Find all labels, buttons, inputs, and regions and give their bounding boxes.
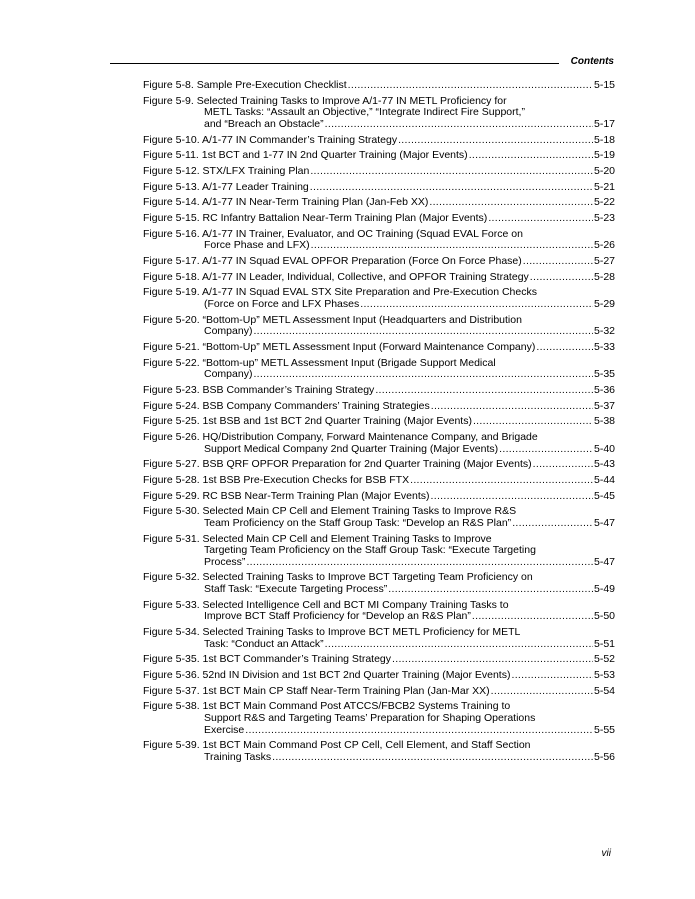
- toc-entry-page-number: 5-52: [593, 653, 615, 666]
- toc-entry[interactable]: [143, 534, 615, 569]
- dot-leader: [536, 342, 593, 354]
- toc-entry-title-line: Figure 5-15. RC Infantry Battalion Near-Term Training Plan (Major Events): [143, 212, 488, 224]
- toc-entry-title-line: Figure 5-29. RC BSB Near-Term Training Plan (Major Events): [143, 489, 430, 502]
- toc-entry-title-line: Figure 5-13. A/1-77 Leader Training: [143, 180, 309, 193]
- dot-leader: [511, 670, 593, 682]
- dot-leader: [512, 518, 593, 530]
- toc-entry-title-line: Figure 5-30. Selected Main CP Cell and Element Training Tasks to Improve R&S: [143, 505, 517, 518]
- toc-entry[interactable]: [143, 572, 615, 595]
- toc-entry[interactable]: [143, 740, 615, 763]
- toc-entry-title-line: Figure 5-38. 1st BCT Main Command Post ATCCS/FBCB2 Systems Training to: [143, 700, 511, 713]
- toc-entry-title-line: Support R&S and Targeting Teams’ Preparation for Shaping Operations: [204, 711, 536, 724]
- toc-entry-page-number: 5-33: [593, 340, 615, 353]
- toc-entry-title-line: Figure 5-17. A/1-77 IN Squad EVAL OPFOR Preparation (Force On Force Phase): [143, 254, 522, 267]
- toc-entry[interactable]: [143, 627, 615, 650]
- toc-entry-title-line: Figure 5-28. 1st BSB Pre-Execution Checks for BSB FTX: [143, 473, 410, 486]
- toc-entry-title-line: METL Tasks: “Assault an Objective,” “Integrate Indirect Fire Support,”: [204, 106, 525, 119]
- toc-entry-page-number: 5-44: [593, 473, 615, 486]
- toc-entry-page-number: 5-18: [593, 133, 615, 146]
- running-header-title: Contents: [570, 56, 614, 67]
- dot-leader: [429, 197, 593, 209]
- toc-entry-page-number: 5-36: [593, 383, 615, 396]
- toc-entry-title-line: Figure 5-26. HQ/Distribution Company, Forward Maintenance Company, and Brigade: [143, 430, 538, 443]
- dot-leader: [325, 119, 593, 131]
- toc-entry-page-number: 5-45: [593, 489, 615, 502]
- toc-entry-page-number: 5-15: [593, 79, 615, 91]
- toc-entry[interactable]: [143, 686, 615, 698]
- toc-entry-page-number: 5-26: [593, 239, 615, 252]
- toc-entry-title-line: Figure 5-32. Selected Training Tasks to Improve BCT Targeting Team Proficiency on: [143, 571, 533, 584]
- dot-leader: [533, 459, 593, 471]
- toc-entry-title-line: (Force on Force and LFX Phases: [204, 297, 360, 310]
- toc-entry-page-number: 5-22: [593, 196, 615, 209]
- page-number: vii: [601, 848, 611, 859]
- toc-entry-title-line: Figure 5-31. Selected Main CP Cell and Element Training Tasks to Improve: [143, 532, 492, 545]
- toc-entry[interactable]: [143, 135, 615, 147]
- toc-entry-page-number: 5-27: [593, 254, 615, 267]
- toc-entry[interactable]: [143, 385, 615, 397]
- toc-entry-title-line: Figure 5-24. BSB Company Commanders’ Training Strategies: [143, 399, 430, 412]
- toc-entry-page-number: 5-21: [593, 180, 615, 193]
- toc-entry[interactable]: [143, 475, 615, 487]
- dot-leader: [530, 272, 593, 284]
- toc-entry-title-line: Team Proficiency on the Staff Group Task: “Develop an R&S Plan”: [204, 516, 512, 529]
- toc-entry-title-line: Figure 5-34. Selected Training Tasks to Improve BCT METL Proficiency for METL: [143, 626, 521, 638]
- toc-entry-title-line: Figure 5-27. BSB QRF OPFOR Preparation for 2nd Quarter Training (Major Events): [143, 458, 532, 471]
- toc-entry-page-number: 5-55: [593, 723, 615, 736]
- dot-leader: [388, 584, 593, 596]
- dot-leader: [523, 256, 593, 268]
- dot-leader: [311, 240, 593, 252]
- toc-entry[interactable]: [143, 506, 615, 529]
- toc-entry-title-line: Staff Task: “Execute Targeting Process”: [204, 583, 388, 596]
- dot-leader: [469, 150, 593, 162]
- toc-entry-page-number: 5-40: [593, 442, 615, 455]
- toc-entry-title-line: Figure 5-9. Selected Training Tasks to Improve A/1-77 IN METL Proficiency for: [143, 94, 507, 107]
- dot-leader: [392, 654, 593, 666]
- toc-entry[interactable]: [143, 166, 615, 178]
- toc-entry-page-number: 5-37: [593, 399, 615, 412]
- dot-leader: [245, 725, 593, 737]
- toc-entry-title-line: Figure 5-25. 1st BSB and 1st BCT 2nd Quarter Training (Major Events): [143, 415, 472, 428]
- toc-entry[interactable]: [143, 459, 615, 471]
- toc-entry-title-line: Task: “Conduct an Attack”: [204, 637, 324, 650]
- toc-entry-page-number: 5-38: [593, 415, 615, 428]
- dot-leader: [375, 385, 593, 397]
- toc-entry-page-number: 5-50: [593, 610, 615, 623]
- toc-entry-page-number: 5-28: [593, 270, 615, 283]
- toc-entry-title-line: Figure 5-20. “Bottom-Up” METL Assessment Input (Headquarters and Distribution: [143, 313, 522, 326]
- toc-entry-page-number: 5-29: [593, 297, 615, 310]
- toc-entry-title-line: Support Medical Company 2nd Quarter Training (Major Events): [204, 442, 499, 455]
- toc-entry-page-number: 5-20: [593, 164, 615, 177]
- toc-entry-title-line: Figure 5-10. A/1-77 IN Commander’s Training Strategy: [143, 133, 398, 146]
- dot-leader: [310, 182, 593, 194]
- dot-leader: [272, 752, 593, 764]
- toc-entry[interactable]: [143, 416, 615, 428]
- toc-entry-title-line: Training Tasks: [204, 750, 272, 763]
- toc-entry[interactable]: [143, 80, 615, 92]
- toc-entry[interactable]: [143, 315, 615, 338]
- toc-entry-page-number: 5-47: [593, 516, 615, 529]
- toc-entry-title-line: Figure 5-11. 1st BCT and 1-77 IN 2nd Quarter Training (Major Events): [143, 149, 468, 162]
- toc-entry-page-number: 5-51: [593, 637, 615, 650]
- toc-entry-title-line: Figure 5-35. 1st BCT Commander’s Training Strategy: [143, 653, 392, 666]
- toc-entry[interactable]: [143, 358, 615, 381]
- toc-entry[interactable]: [143, 600, 615, 623]
- dot-leader: [348, 80, 593, 92]
- toc-entry-title-line: Figure 5-14. A/1-77 IN Near-Term Training Plan (Jan-Feb XX): [143, 196, 429, 209]
- toc-entry-page-number: 5-32: [593, 325, 615, 338]
- toc-entry[interactable]: [143, 96, 615, 131]
- toc-entry-title-line: Targeting Team Proficiency on the Staff Group Task: “Execute Targeting: [204, 544, 536, 557]
- toc-entry[interactable]: [143, 256, 615, 268]
- toc-entry[interactable]: [143, 401, 615, 413]
- dot-leader: [472, 611, 593, 623]
- toc-entry-title-line: Figure 5-18. A/1-77 IN Leader, Individual, Collective, and OPFOR Training Strategy: [143, 270, 529, 283]
- dot-leader: [246, 557, 593, 569]
- toc-entry-title-line: and “Breach an Obstacle”: [204, 117, 324, 130]
- toc-entry-title-line: Figure 5-33. Selected Intelligence Cell and BCT MI Company Training Tasks to: [143, 598, 509, 611]
- toc-entry[interactable]: [143, 272, 615, 284]
- toc-entry[interactable]: [143, 182, 615, 194]
- toc-entry-title-line: Process”: [204, 555, 246, 568]
- toc-entry-title-line: Figure 5-22. “Bottom-up” METL Assessment Input (Brigade Support Medical: [143, 356, 496, 369]
- toc-entry-title-line: Figure 5-8. Sample Pre-Execution Checklist: [143, 79, 347, 91]
- toc-entry-page-number: 5-53: [593, 668, 615, 681]
- toc-entry-page-number: 5-35: [593, 368, 615, 381]
- toc-entry[interactable]: [143, 342, 615, 354]
- toc-entry[interactable]: [143, 491, 615, 503]
- header-rule: [110, 63, 559, 64]
- toc-entry[interactable]: [143, 150, 615, 162]
- table-of-figures: [143, 80, 615, 768]
- toc-entry-title-line: Improve BCT Staff Proficiency for “Develop an R&S Plan”: [204, 610, 471, 623]
- dot-leader: [253, 369, 593, 381]
- toc-entry-page-number: 5-47: [593, 555, 615, 568]
- toc-entry[interactable]: [143, 229, 615, 252]
- toc-entry[interactable]: [143, 287, 615, 310]
- toc-entry-page-number: 5-56: [593, 750, 615, 763]
- toc-entry[interactable]: [143, 654, 615, 666]
- toc-entry-page-number: 5-17: [593, 117, 615, 130]
- dot-leader: [310, 166, 593, 178]
- toc-entry-title-line: Exercise: [204, 723, 245, 736]
- toc-entry-title-line: Figure 5-21. “Bottom-Up” METL Assessment Input (Forward Maintenance Company): [143, 340, 536, 353]
- dot-leader: [410, 475, 593, 487]
- dot-leader: [253, 326, 593, 338]
- toc-entry-page-number: 5-19: [593, 149, 615, 162]
- toc-entry-page-number: 5-49: [593, 583, 615, 596]
- toc-entry-title-line: Figure 5-19. A/1-77 IN Squad EVAL STX Site Preparation and Pre-Execution Checks: [143, 286, 537, 299]
- dot-leader: [491, 686, 593, 698]
- dot-leader: [499, 444, 593, 456]
- toc-entry-title-line: Figure 5-36. 52nd IN Division and 1st BCT 2nd Quarter Training (Major Events): [143, 668, 511, 681]
- toc-entry[interactable]: [143, 432, 615, 455]
- toc-entry-title-line: Figure 5-39. 1st BCT Main Command Post CP Cell, Cell Element, and Staff Section: [143, 739, 531, 752]
- dot-leader: [398, 135, 593, 147]
- toc-entry-title-line: Figure 5-16. A/1-77 IN Trainer, Evaluator, and OC Training (Squad EVAL Force on: [143, 227, 523, 240]
- toc-entry[interactable]: [143, 701, 615, 736]
- toc-entry[interactable]: [143, 670, 615, 682]
- toc-entry[interactable]: [143, 213, 615, 225]
- toc-entry-title-line: Figure 5-23. BSB Commander’s Training Strategy: [143, 383, 375, 396]
- toc-entry-page-number: 5-23: [593, 212, 615, 224]
- toc-entry-title-line: Force Phase and LFX): [204, 239, 310, 252]
- toc-entry-title-line: Company): [204, 368, 253, 381]
- dot-leader: [488, 213, 593, 225]
- dot-leader: [431, 491, 593, 503]
- toc-entry-page-number: 5-43: [593, 458, 615, 471]
- toc-entry-title-line: Company): [204, 325, 253, 338]
- dot-leader: [325, 639, 593, 651]
- toc-entry-title-line: Figure 5-37. 1st BCT Main CP Staff Near-Term Training Plan (Jan-Mar XX): [143, 684, 490, 697]
- dot-leader: [431, 401, 593, 413]
- toc-entry-page-number: 5-54: [593, 684, 615, 697]
- dot-leader: [360, 299, 593, 311]
- dot-leader: [473, 416, 593, 428]
- toc-entry-title-line: Figure 5-12. STX/LFX Training Plan: [143, 164, 310, 177]
- toc-entry[interactable]: [143, 197, 615, 209]
